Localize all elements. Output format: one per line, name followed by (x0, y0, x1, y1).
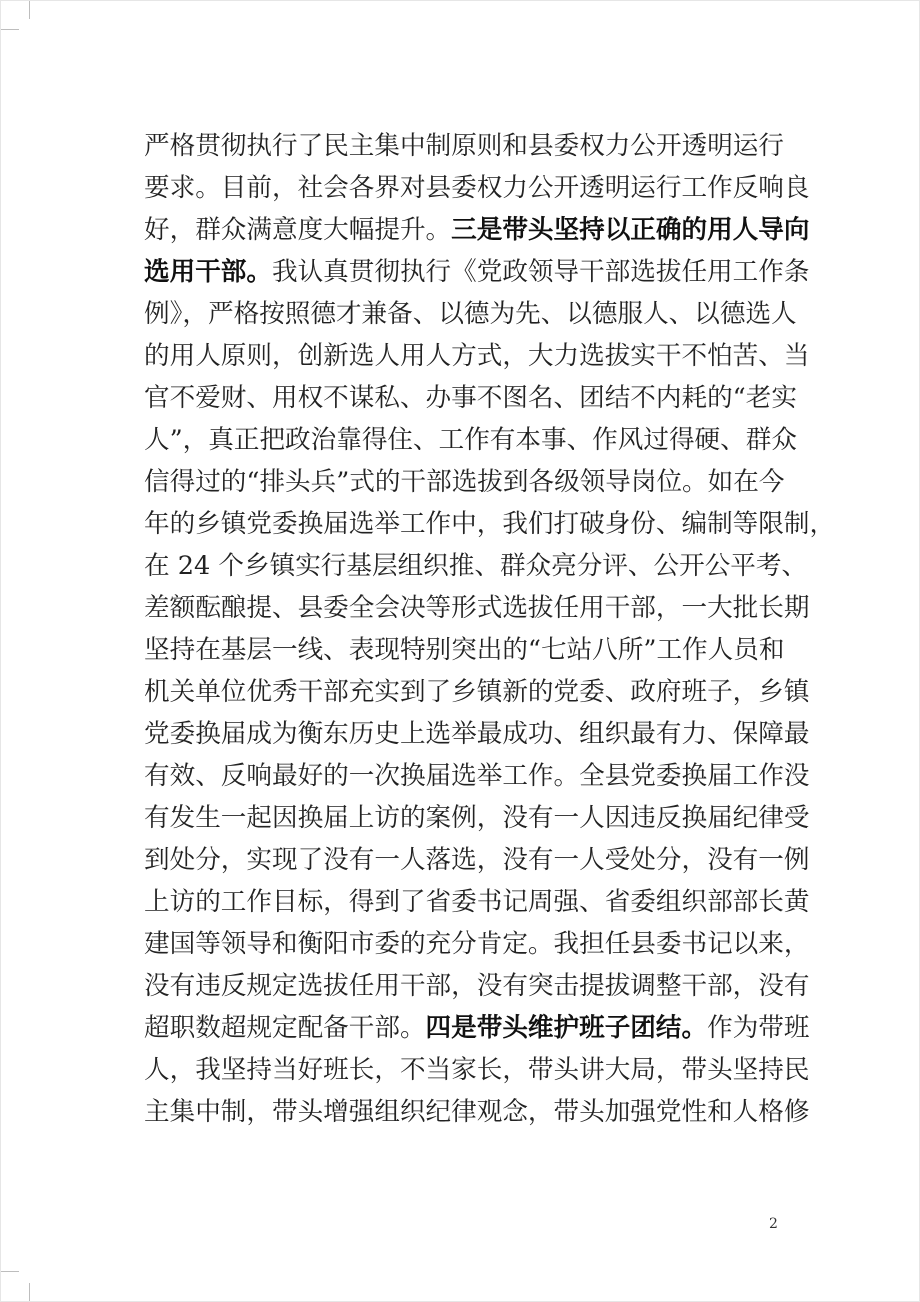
text-line (144, 419, 797, 461)
text-run: 机关单位优秀干部充实到了乡镇新的党委、政府班子，乡镇 (144, 677, 810, 707)
text-line (144, 923, 810, 965)
text-line (144, 839, 810, 881)
text-run: 有效、反响最好的一次换届选举工作。全县党委换届工作没 (144, 761, 810, 791)
text-run: 年的乡镇党委换届选举工作中，我们打破身份、编制等限制， (144, 509, 836, 539)
text-run: 到处分，实现了没有一人落选，没有一人受处分，没有一例 (144, 845, 810, 875)
text-run: 建国等领导和衡阳市委的充分肯定。我担任县委书记以来， (144, 929, 810, 959)
bold-heading-run: 三是带头坚持以正确的用人导向 (451, 215, 810, 245)
text-run: 人，我坚持当好班长，不当家长，带头讲大局，带头坚持民 (144, 1055, 810, 1085)
text-run: 差额酝酿提、县委全会决等形式选拔任用干部，一大批长期 (144, 593, 810, 623)
text-line (144, 545, 808, 587)
text-line (144, 713, 810, 755)
text-run: 我认真贯彻执行《党政领导干部选拔任用工作条 (271, 257, 810, 287)
text-line (144, 1007, 810, 1049)
text-run: 上访的工作目标，得到了省委书记周强、省委组织部部长黄 (144, 887, 810, 917)
text-run: 官不爱财、用权不谋私、办事不图名、团结不内耗的“老实 (144, 383, 797, 413)
crop-mark-bottom-left-h (1, 1271, 19, 1272)
text-run: 坚持在基层一线、表现特别突出的“七站八所”工作人员和 (144, 635, 785, 665)
text-line (144, 797, 810, 839)
text-line (144, 377, 797, 419)
body-paragraph (144, 125, 836, 1133)
text-line (144, 587, 810, 629)
text-run: 党委换届成为衡东历史上选举最成功、组织最有力、保障最 (144, 719, 810, 749)
text-run: 好，群众满意度大幅提升。 (144, 215, 452, 245)
text-line (144, 293, 797, 335)
text-run: 要求。目前，社会各界对县委权力公开透明运行工作反响良 (144, 173, 810, 203)
text-line (144, 965, 810, 1007)
bold-heading-run: 选用干部。 (144, 257, 272, 287)
text-line (144, 1091, 810, 1133)
crop-mark-top-left-h (1, 29, 19, 30)
crop-mark-top-left-v (29, 1, 30, 19)
text-line (144, 671, 810, 713)
text-line (144, 461, 784, 503)
text-run: 没有违反规定选拔任用干部，没有突击提拔调整干部，没有 (144, 971, 810, 1001)
text-run: 的用人原则，创新选人用人方式，大力选拔实干不怕苦、当 (144, 341, 810, 371)
bold-heading-run: 四是带头维护班子团结。 (425, 1013, 708, 1043)
text-run: 主集中制，带头增强组织纪律观念，带头加强党性和人格修 (144, 1097, 810, 1127)
text-line (144, 755, 810, 797)
text-run: 作为带班 (707, 1013, 810, 1043)
page-number: 2 (769, 1216, 778, 1232)
text-run: 有发生一起因换届上访的案例，没有一人因违反换届纪律受 (144, 803, 810, 833)
text-line (144, 629, 784, 671)
text-line (144, 503, 836, 545)
text-run: 例》，严格按照德才兼备、以德为先、以德服人、以德选人 (144, 299, 797, 329)
text-run: 信得过的“排头兵”式的干部选拔到各级领导岗位。如在今 (144, 467, 785, 497)
crop-mark-bottom-left-v (29, 1283, 30, 1301)
text-line (144, 1049, 810, 1091)
text-run: 严格贯彻执行了民主集中制原则和县委权力公开透明运行 (144, 131, 784, 161)
text-line (144, 251, 810, 293)
text-run: 在 24 个乡镇实行基层组织推、群众亮分评、公开公平考、 (144, 551, 808, 581)
text-line (144, 335, 810, 377)
text-line (144, 209, 810, 251)
text-line (144, 167, 810, 209)
text-line (144, 125, 784, 167)
text-line (144, 881, 810, 923)
text-run: 人”，真正把政治靠得住、工作有本事、作风过得硬、群众 (144, 425, 797, 455)
text-run: 超职数超规定配备干部。 (144, 1013, 426, 1043)
